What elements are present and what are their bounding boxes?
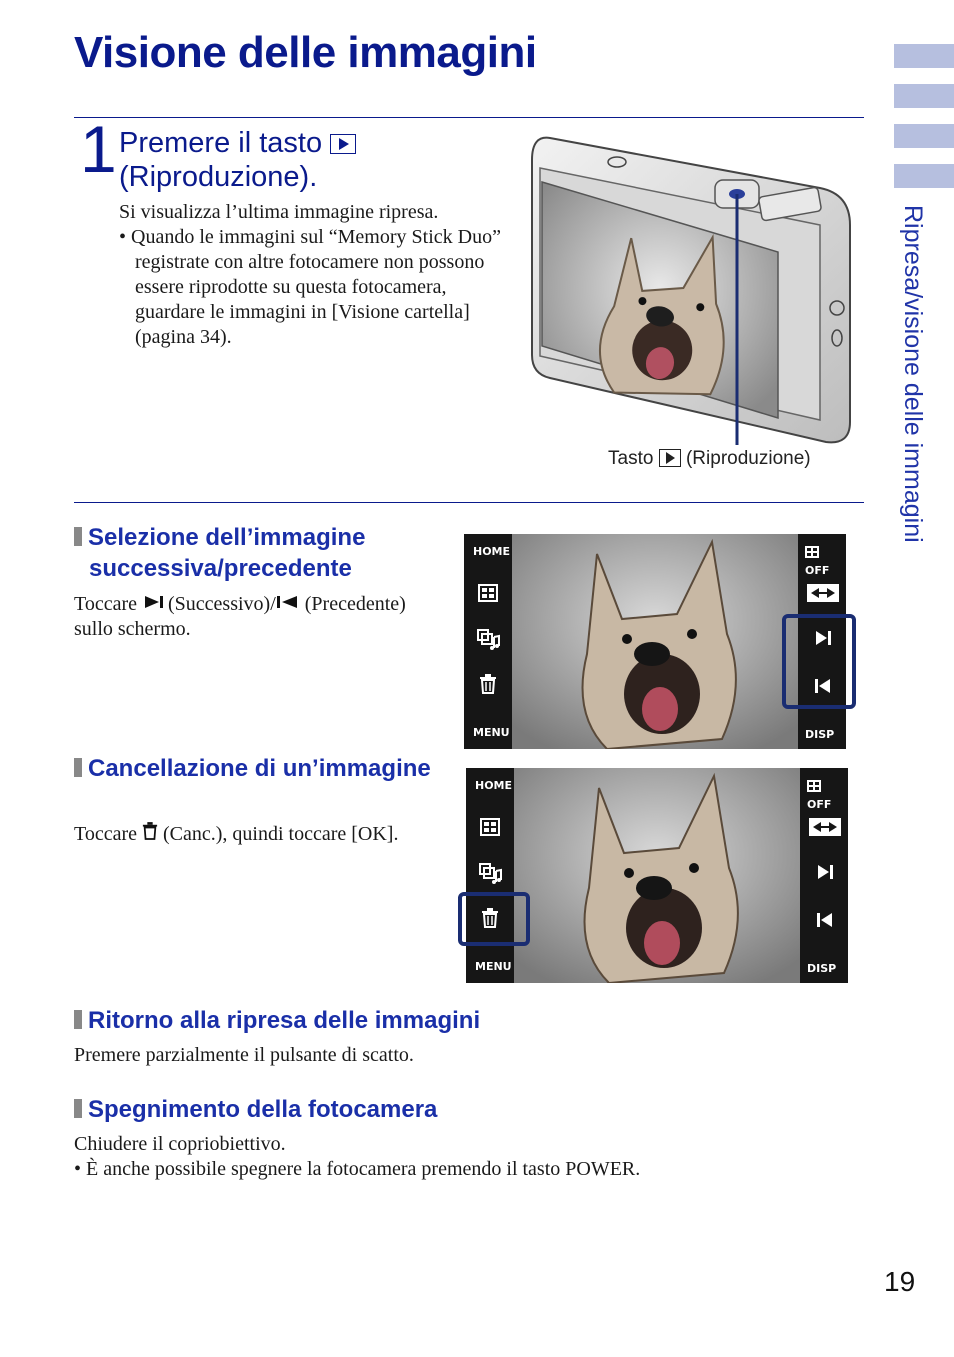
step-text: Si visualizza l’ultima immagine ripresa. (119, 201, 439, 223)
previous-icon[interactable] (816, 912, 834, 928)
section-heading-ritorno (74, 1005, 480, 1036)
scroll-arrows-icon[interactable] (807, 584, 839, 602)
zoom-icon (805, 546, 819, 558)
dog-photo (514, 768, 800, 983)
text-pre: Toccare (74, 593, 137, 615)
text-post: (Canc.), quindi toccare [OK]. (163, 823, 399, 845)
zoom-off-button[interactable] (805, 545, 846, 581)
heading-text: Spegnimento della fotocamera (88, 1096, 438, 1123)
spegnimento-bullet: • È anche possibile spegnere la fotocamera premendo il tasto POWER. (74, 1158, 641, 1180)
screen-playback-delete (466, 768, 848, 983)
side-tab-3 (894, 124, 954, 148)
right-toolbar (800, 768, 848, 983)
off-label: OFF (805, 564, 830, 577)
left-toolbar (466, 768, 514, 983)
section-marker-icon (74, 1099, 82, 1118)
camera-caption (608, 448, 811, 470)
side-tab-4 (894, 164, 954, 188)
section-marker-icon (74, 527, 82, 546)
play-icon (659, 449, 681, 467)
off-label: OFF (807, 798, 832, 811)
previous-icon (276, 594, 300, 610)
trash-icon (142, 822, 158, 840)
slideshow-music-icon[interactable] (477, 629, 501, 651)
slideshow-music-icon[interactable] (479, 863, 503, 885)
spegnimento-text: Chiudere il copriobiettivo. (74, 1133, 286, 1155)
camera-illustration (520, 130, 860, 450)
side-section-label: Ripresa/visione delle immagini (899, 205, 927, 543)
section-rule (74, 502, 864, 503)
play-icon (330, 134, 356, 154)
index-icon[interactable] (478, 584, 498, 602)
menu-button[interactable]: MENU (475, 960, 512, 973)
text-post: (Precedente) sullo schermo. (74, 593, 406, 640)
section-heading-selezione (74, 522, 439, 584)
next-icon[interactable] (816, 864, 834, 880)
step-heading-line2: (Riproduzione). (119, 161, 318, 193)
dog-photo (512, 534, 798, 749)
section-heading-cancellazione (74, 753, 439, 784)
text-mid: (Successivo)/ (168, 593, 276, 615)
heading-text: Cancellazione di un’immagine (88, 755, 431, 782)
index-icon[interactable] (480, 818, 500, 836)
section-text-spegnimento (74, 1132, 854, 1182)
section-text-cancellazione (74, 822, 449, 847)
next-icon (142, 594, 168, 610)
section-marker-icon (74, 758, 82, 777)
page-number: 19 (884, 1266, 916, 1297)
heading-text: Ritorno alla ripresa delle immagini (88, 1007, 481, 1034)
page-title: Visione delle immagini (74, 28, 537, 77)
trash-icon[interactable] (479, 674, 497, 694)
section-text-selezione (74, 592, 449, 642)
step-body (119, 200, 509, 350)
title-rule (74, 117, 864, 118)
section-marker-icon (74, 1010, 82, 1029)
home-button[interactable]: HOME (475, 779, 513, 792)
side-tab-1 (894, 44, 954, 68)
step-bullet: • Quando le immagini sul “Memory Stick Duo” registrate con altre fotocamere non possono essere riprodotte su questa fotocamera, guardare le immagini in [Visione cartella] (pagina 34). (119, 226, 501, 348)
screen-playback-next-prev (464, 534, 846, 749)
zoom-off-button[interactable] (807, 779, 848, 815)
step-heading-line1: Premere il tasto (119, 127, 323, 159)
side-tab-2 (894, 84, 954, 108)
zoom-icon (807, 780, 821, 792)
caption-pre: Tasto (608, 448, 654, 469)
step-number: 1 (80, 112, 117, 186)
text-pre: Toccare (74, 823, 137, 845)
scroll-arrows-icon[interactable] (809, 818, 841, 836)
side-tabs (894, 44, 954, 204)
next-prev-highlight (782, 614, 856, 709)
trash-highlight (458, 892, 530, 946)
menu-button[interactable]: MENU (473, 726, 510, 739)
section-text-ritorno: Premere parzialmente il pulsante di scatto. (74, 1044, 414, 1066)
section-heading-spegnimento (74, 1094, 437, 1125)
disp-button[interactable]: DISP (807, 962, 837, 975)
step-heading (119, 126, 499, 194)
left-toolbar (464, 534, 512, 749)
caption-post: (Riproduzione) (685, 448, 811, 469)
heading-text: Selezione dell’immagine successiva/precedente (88, 524, 366, 582)
disp-button[interactable]: DISP (805, 728, 835, 741)
home-button[interactable]: HOME (473, 545, 511, 558)
